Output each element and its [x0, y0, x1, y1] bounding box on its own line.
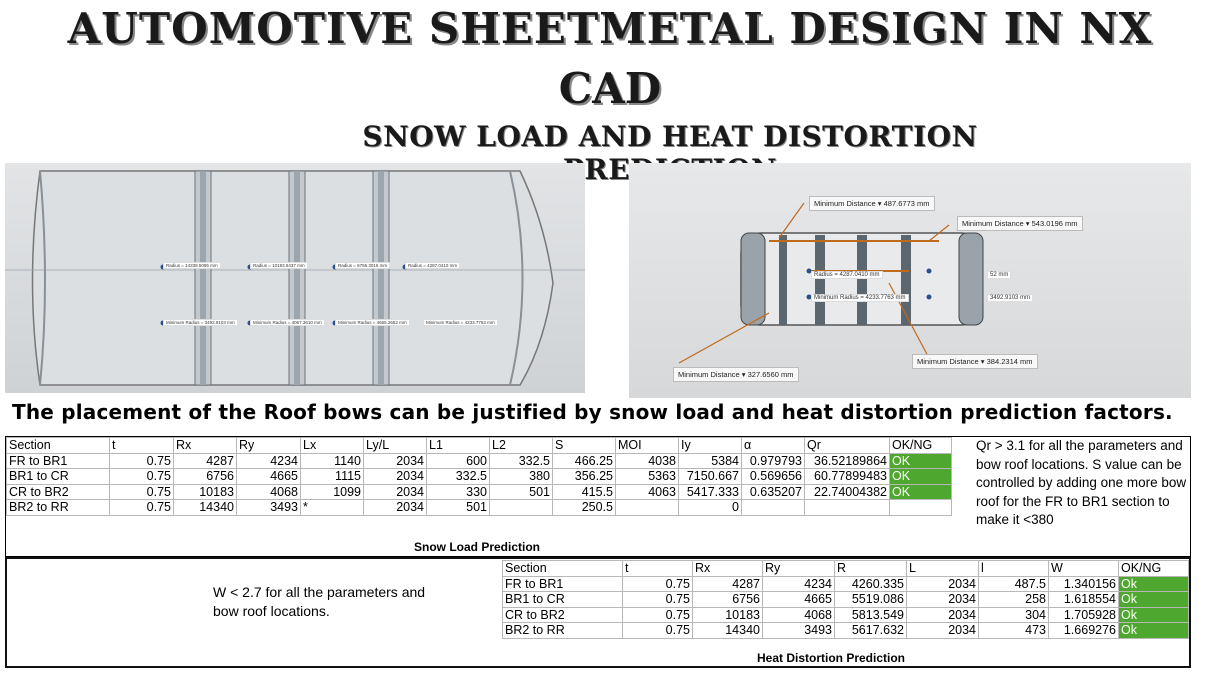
heat-distortion-note: W < 2.7 for all the parameters and bow roof locations. [213, 584, 426, 619]
table-cell: 22.74004382 [805, 484, 890, 500]
table-cell: OK [890, 484, 952, 500]
table-cell [742, 500, 805, 516]
table-cell: 4234 [763, 576, 835, 592]
roof-distance-screenshot [629, 163, 1191, 398]
table-header-row [7, 438, 952, 454]
min-radius-label: Minimum Radius = 4665.2652 mm [335, 319, 410, 326]
roof-radius-screenshot [5, 163, 585, 393]
table-cell: 501 [427, 500, 490, 516]
column-header: Ry [763, 561, 835, 577]
table-cell: 10183 [174, 484, 237, 500]
table-cell: 5417.333 [679, 484, 742, 500]
column-header: Section [7, 438, 110, 454]
table-cell: 4287 [174, 453, 237, 469]
radius-label: Radius = 4287.0410 mm [811, 271, 883, 279]
table-cell: 5813.549 [835, 607, 907, 623]
heat-distortion-caption: Heat Distortion Prediction [757, 651, 906, 665]
table-cell: 10183 [693, 607, 763, 623]
table-cell: 380 [490, 469, 553, 485]
table-cell: Ok [1119, 592, 1189, 608]
table-cell: 5363 [616, 469, 679, 485]
table-cell: 1115 [301, 469, 364, 485]
placement-caption: The placement of the Roof bows can be justified by snow load and heat distortion prediction factors. [12, 400, 1173, 424]
radius-label: 52 mm [987, 271, 1011, 279]
roof-top-view [5, 163, 585, 393]
radius-label: Radius = 6756.3016 mm [335, 262, 390, 269]
min-radius-label: Minimum Radius = 4233.7763 mm [811, 294, 909, 302]
column-header: S [553, 438, 616, 454]
table-cell [490, 500, 553, 516]
column-header: α [742, 438, 805, 454]
table-cell: 332.5 [427, 469, 490, 485]
table-cell: 4665 [763, 592, 835, 608]
table-cell: 4260.335 [835, 576, 907, 592]
table-cell: 4287 [693, 576, 763, 592]
column-header: t [623, 561, 693, 577]
table-cell: 258 [979, 592, 1049, 608]
table-cell: FR to BR1 [7, 453, 110, 469]
radius-label: Radius = 14339.5095 mm [163, 262, 221, 269]
table-cell: 0.979793 [742, 453, 805, 469]
min-radius-label: 3492.9103 mm [987, 294, 1033, 302]
table-cell: 0.75 [110, 484, 174, 500]
table-cell: 2034 [364, 484, 427, 500]
table-cell: 5384 [679, 453, 742, 469]
table-cell: 0.569656 [742, 469, 805, 485]
radius-label: Radius = 4287.0410 mm [405, 262, 460, 269]
table-cell: 7150.667 [679, 469, 742, 485]
table-cell: 4068 [763, 607, 835, 623]
table-cell: CR to BR2 [7, 484, 110, 500]
table-cell: Ok [1119, 623, 1189, 639]
column-header: Rx [174, 438, 237, 454]
table-header-row [503, 561, 1189, 577]
table-cell [890, 500, 952, 516]
column-header: Ry [237, 438, 301, 454]
table-cell: OK [890, 453, 952, 469]
table-cell: Ok [1119, 607, 1189, 623]
table-cell: 600 [427, 453, 490, 469]
table-row [503, 607, 1189, 623]
table-cell: 0.75 [110, 500, 174, 516]
table-cell [616, 500, 679, 516]
table-cell: BR2 to RR [7, 500, 110, 516]
main-title-cont: CAD [558, 64, 662, 113]
column-header: Ly/L [364, 438, 427, 454]
table-cell: 473 [979, 623, 1049, 639]
column-header: L1 [427, 438, 490, 454]
table-cell: BR1 to CR [503, 592, 623, 608]
table-cell: BR2 to RR [503, 623, 623, 639]
table-cell: 356.25 [553, 469, 616, 485]
table-row [7, 469, 952, 485]
radius-label: Radius = 10183.5437 mm [250, 262, 308, 269]
table-cell: 2034 [907, 576, 979, 592]
column-header: R [835, 561, 907, 577]
table-cell: 330 [427, 484, 490, 500]
table-cell: 60.77899483 [805, 469, 890, 485]
table-row [7, 500, 952, 516]
table-cell: 1.705928 [1049, 607, 1119, 623]
table-row [503, 623, 1189, 639]
table-cell: CR to BR2 [503, 607, 623, 623]
table-cell: 0.75 [623, 607, 693, 623]
table-cell: 415.5 [553, 484, 616, 500]
min-radius-label: Minimum Radius = 4233.7763 mm [423, 319, 498, 326]
table-cell: 2034 [364, 500, 427, 516]
table-cell: 2034 [364, 469, 427, 485]
min-distance-label[interactable]: Minimum Distance ▾ 487.6773 mm [809, 196, 935, 211]
min-distance-label[interactable]: Minimum Distance ▾ 327.6560 mm [673, 367, 799, 382]
table-row [503, 592, 1189, 608]
table-cell: 14340 [693, 623, 763, 639]
table-cell: 2034 [907, 623, 979, 639]
table-cell: 0.75 [110, 453, 174, 469]
table-cell: 2034 [364, 453, 427, 469]
main-title: AUTOMOTIVE SHEETMETAL DESIGN IN NX [67, 4, 1153, 53]
table-cell: 3493 [237, 500, 301, 516]
table-cell: Ok [1119, 576, 1189, 592]
min-radius-label: Minimum Radius = 4067.3610 mm [250, 319, 325, 326]
table-cell: 1.669276 [1049, 623, 1119, 639]
table-row [7, 453, 952, 469]
table-cell: 5519.086 [835, 592, 907, 608]
snow-load-note: Qr > 3.1 for all the parameters and bow roof locations. S value can be controlled by adding one more bow roof for the FR to BR1 section to make it <380 [976, 438, 1187, 527]
column-header: Section [503, 561, 623, 577]
table-cell: 0.75 [623, 623, 693, 639]
column-header: OK/NG [890, 438, 952, 454]
table-cell: 4234 [237, 453, 301, 469]
table-cell: 501 [490, 484, 553, 500]
column-header: OK/NG [1119, 561, 1189, 577]
column-header: t [110, 438, 174, 454]
table-cell: 1099 [301, 484, 364, 500]
heat-distortion-section [5, 557, 1191, 668]
table-cell: 0.635207 [742, 484, 805, 500]
snow-load-section [5, 436, 1191, 557]
column-header: W [1049, 561, 1119, 577]
table-cell: 6756 [174, 469, 237, 485]
table-cell: 14340 [174, 500, 237, 516]
table-cell: 1140 [301, 453, 364, 469]
table-cell: 5617.632 [835, 623, 907, 639]
snow-load-table [6, 437, 952, 516]
table-cell: 250.5 [553, 500, 616, 516]
table-cell: 2034 [907, 607, 979, 623]
table-cell: 487.5 [979, 576, 1049, 592]
table-cell: BR1 to CR [7, 469, 110, 485]
heat-distortion-table [502, 560, 1189, 639]
table-cell: * [301, 500, 364, 516]
table-cell: 332.5 [490, 453, 553, 469]
table-cell [805, 500, 890, 516]
table-row [7, 484, 952, 500]
snow-load-caption: Snow Load Prediction [414, 540, 541, 554]
table-cell: 0.75 [110, 469, 174, 485]
column-header: L2 [490, 438, 553, 454]
table-cell: 1.618554 [1049, 592, 1119, 608]
column-header: L [907, 561, 979, 577]
table-cell: 0.75 [623, 576, 693, 592]
table-cell: 4038 [616, 453, 679, 469]
table-cell: 466.25 [553, 453, 616, 469]
min-distance-label[interactable]: Minimum Distance ▾ 384.2314 mm [912, 354, 1038, 369]
table-cell: 304 [979, 607, 1049, 623]
table-cell: FR to BR1 [503, 576, 623, 592]
column-header: l [979, 561, 1049, 577]
table-cell: 6756 [693, 592, 763, 608]
column-header: Qr [805, 438, 890, 454]
table-cell: 0 [679, 500, 742, 516]
min-distance-label[interactable]: Minimum Distance ▾ 543.0196 mm [957, 216, 1083, 231]
table-cell: OK [890, 469, 952, 485]
column-header: Iy [679, 438, 742, 454]
column-header: Lx [301, 438, 364, 454]
table-row [503, 576, 1189, 592]
table-cell: 36.52189864 [805, 453, 890, 469]
column-header: MOI [616, 438, 679, 454]
table-cell: 4063 [616, 484, 679, 500]
column-header: Rx [693, 561, 763, 577]
table-cell: 1.340156 [1049, 576, 1119, 592]
table-cell: 3493 [763, 623, 835, 639]
subtitle: SNOW LOAD AND HEAT DISTORTION [362, 120, 978, 153]
table-cell: 0.75 [623, 592, 693, 608]
table-cell: 2034 [907, 592, 979, 608]
table-cell: 4068 [237, 484, 301, 500]
min-radius-label: Minimum Radius = 3492.9103 mm [163, 319, 238, 326]
table-cell: 4665 [237, 469, 301, 485]
